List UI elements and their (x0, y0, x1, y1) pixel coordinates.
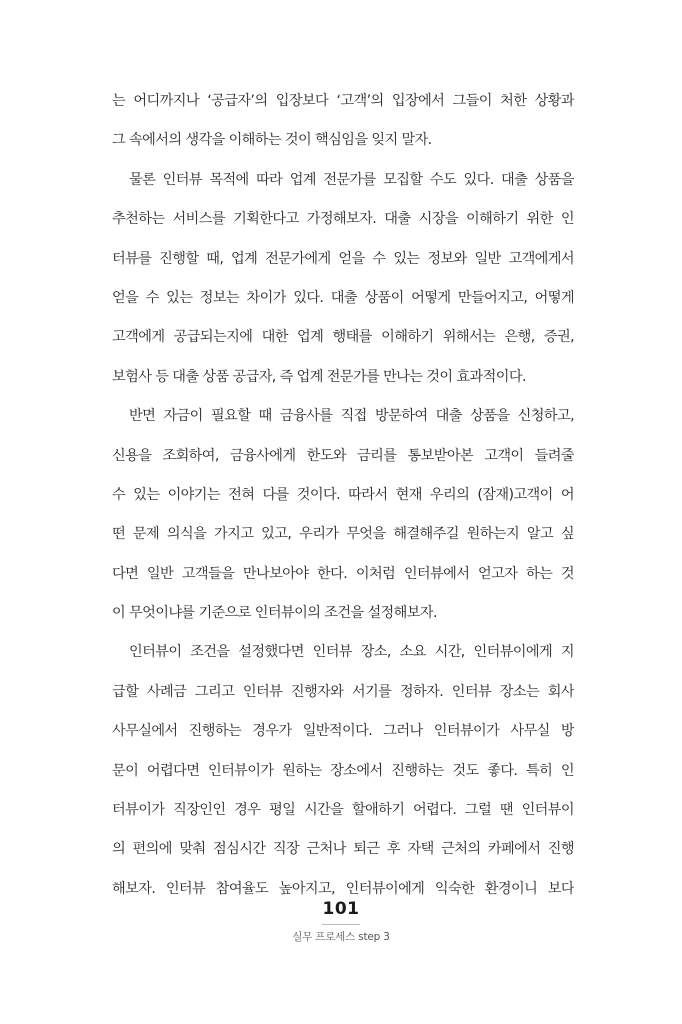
page-number: 101 (322, 899, 360, 919)
text-line: 는 어디까지나 ‘공급자’의 입장보다 ‘고객’의 입장에서 그들이 처한 상황과 (112, 93, 574, 109)
text-line: 추천하는 서비스를 기획한다고 가정해보자. 대출 시장을 이해하기 위한 인 (112, 211, 574, 228)
text-line: 얻을 수 있는 정보는 차이가 있다. 대출 상품이 어떻게 만들어지고, 어떻게 (112, 289, 574, 306)
text-line: 보험사 등 대출 상품 공급자, 즉 업계 전문가를 만나는 것이 효과적이다. (112, 368, 526, 385)
text-line: 그 속에서의 생각을 이해하는 것이 핵심임을 잊지 말자. (112, 132, 432, 149)
text-line: 떤 문제 의식을 가지고 있고, 우리가 무엇을 해결해주길 원하는지 알고 싶 (112, 526, 574, 543)
text-line: 물론 인터뷰 목적에 따라 업계 전문가를 모집할 수도 있다. 대출 상품을 (129, 171, 574, 188)
running-title: 실무 프로세스 step 3 (292, 931, 390, 943)
text-line: 사무실에서 진행하는 경우가 일반적이다. 그러나 인터뷰이가 사무실 방 (112, 723, 574, 740)
body-text (112, 82, 574, 909)
text-line: 의 편의에 맞춰 점심시간 직장 근처나 퇴근 후 자택 근처의 카페에서 진행 (112, 841, 574, 858)
text-line: 고객에게 공급되는지에 대한 업계 행태를 이해하기 위해서는 은행, 증권, (112, 329, 574, 346)
footer-divider (322, 924, 360, 925)
text-line: 신용을 조회하여, 금융사에게 한도와 금리를 통보받아본 고객이 들려줄 (112, 447, 574, 464)
text-line: 다면 일반 고객들을 만나보아야 한다. 이처럼 인터뷰에서 얻고자 하는 것 (112, 565, 574, 582)
page-footer (0, 898, 682, 945)
text-line: 해보자. 인터뷰 참여율도 높아지고, 인터뷰이에게 익숙한 환경이니 보다 (112, 880, 574, 897)
text-line: 문이 어렵다면 인터뷰이가 원하는 장소에서 진행하는 것도 좋다. 특히 인 (112, 762, 574, 779)
text-line: 터뷰를 진행할 때, 업계 전문가에게 얻을 수 있는 정보와 일반 고객에게서 (112, 250, 574, 267)
text-line: 수 있는 이야기는 전혀 다를 것이다. 따라서 현재 우리의 (잠재)고객이 어 (112, 486, 574, 503)
text-line: 급할 사례금 그리고 인터뷰 진행자와 서기를 정하자. 인터뷰 장소는 회사 (112, 683, 574, 700)
text-line: 반면 자금이 필요할 때 금융사를 직접 방문하여 대출 상품을 신청하고, (129, 408, 574, 425)
text-line: 인터뷰이 조건을 설정했다면 인터뷰 장소, 소요 시간, 인터뷰이에게 지 (129, 644, 574, 661)
text-line: 터뷰이가 직장인인 경우 평일 시간을 할애하기 어렵다. 그럴 땐 인터뷰이 (112, 802, 574, 819)
text-line: 이 무엇이냐를 기준으로 인터뷰이의 조건을 설정해보자. (112, 605, 437, 622)
